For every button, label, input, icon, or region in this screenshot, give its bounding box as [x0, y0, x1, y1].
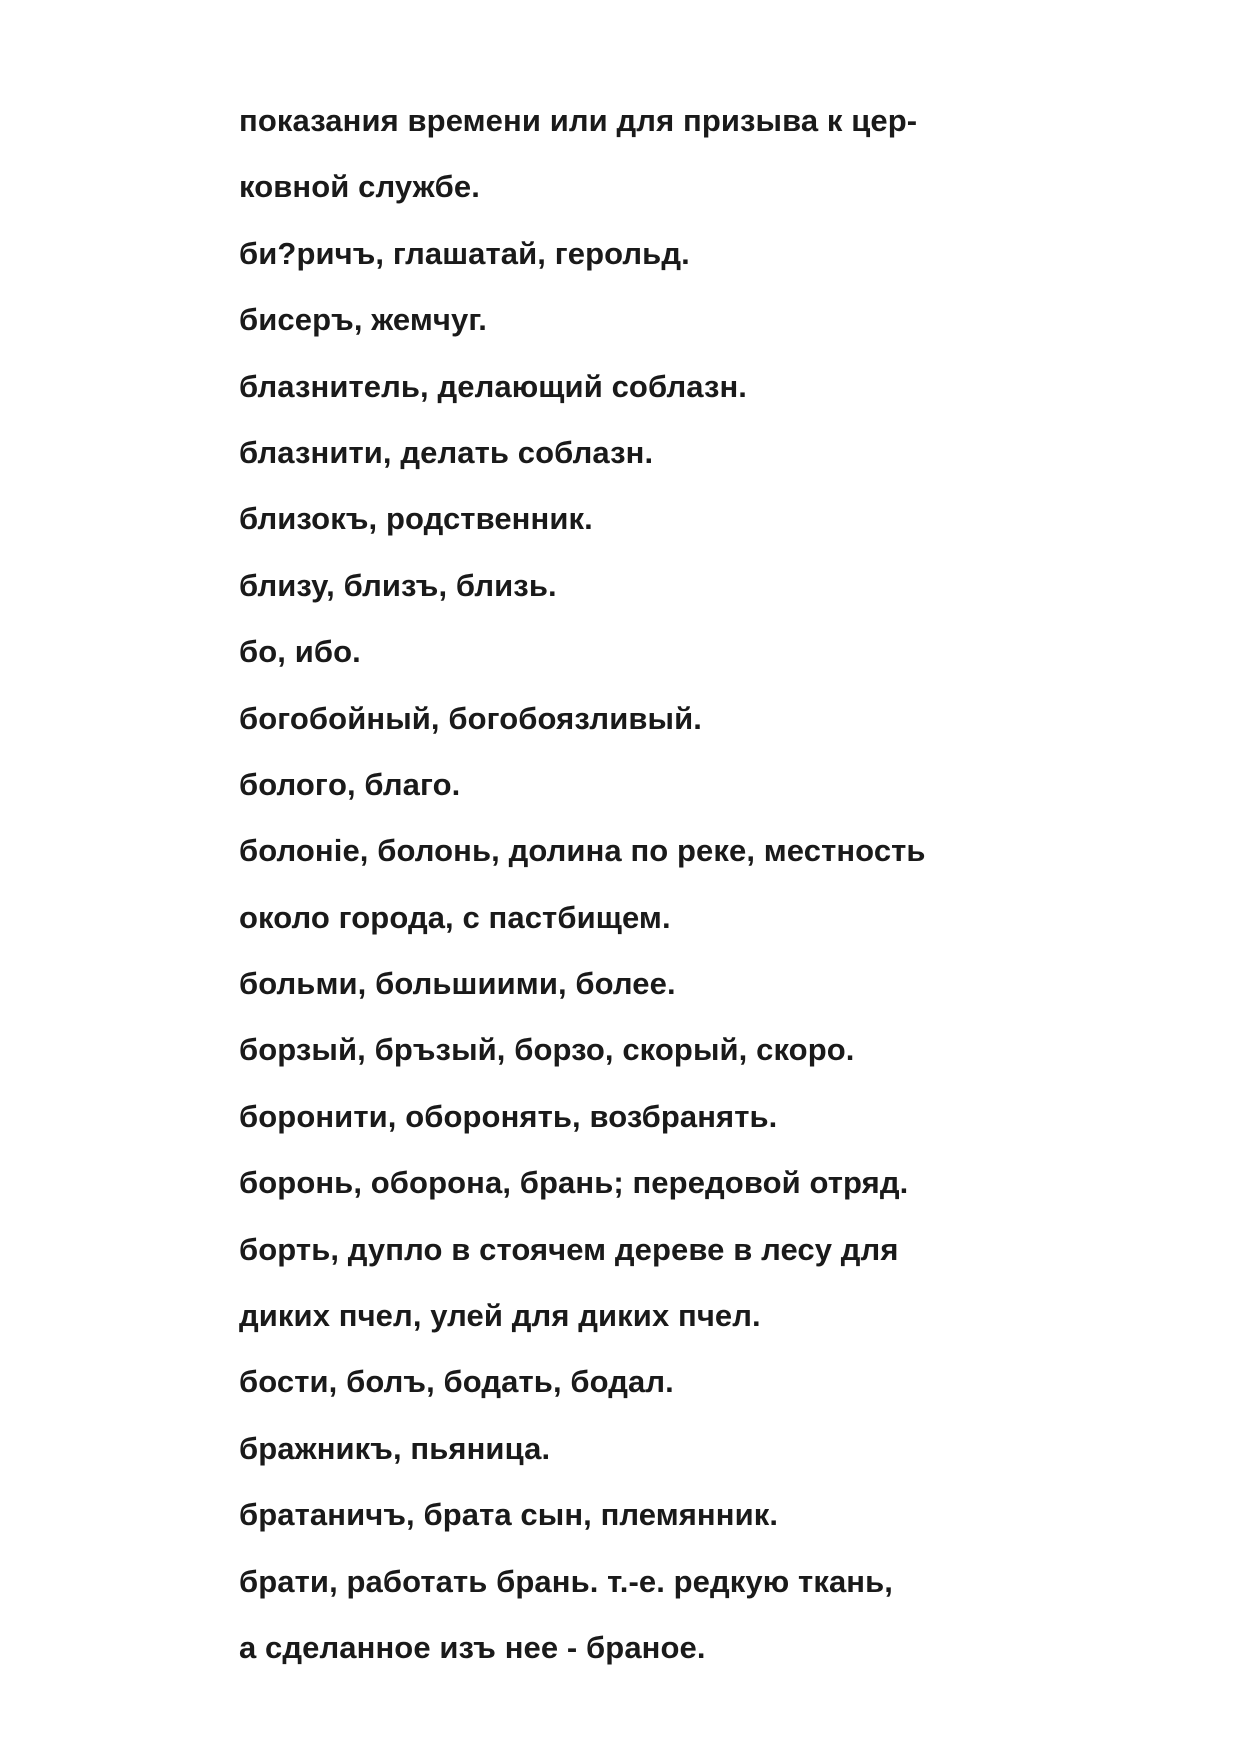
glossary-entry: би?ричъ, глашатай, герольд. [239, 235, 690, 271]
glossary-entry: близокъ, родственник. [239, 501, 593, 537]
glossary-entry: богобойный, богобоязливый. [239, 700, 702, 736]
glossary-entry: бисеръ, жемчуг. [239, 302, 487, 338]
text-line: ковной службе. [239, 169, 480, 205]
text-line: около города, с пастбищем. [239, 899, 671, 935]
glossary-entry: борть, дупло в стоячем дереве в лесу для [239, 1231, 899, 1267]
glossary-entry: борзый, бръзый, борзо, скорый, скоро. [239, 1032, 855, 1068]
glossary-entry: блазнити, делать соблазн. [239, 434, 654, 470]
glossary-entry: боронити, оборонять, возбранять. [239, 1098, 778, 1134]
glossary-entry: бологo, благо. [239, 766, 461, 802]
glossary-entry: братаничъ, брата сын, племянник. [239, 1497, 779, 1533]
glossary-entry: бо, ибо. [239, 634, 361, 670]
glossary-entry: бражникъ, пьяница. [239, 1430, 551, 1466]
glossary-text [239, 88, 1199, 1681]
text-line: показания времени или для призыва к цер- [239, 103, 918, 138]
glossary-entry: брати, работать брань. т.-е. редкую ткань, [239, 1563, 893, 1599]
glossary-entry: больми, большиими, более. [239, 966, 676, 1002]
glossary-entry: болоніе, болонь, долина по реке, местность [239, 833, 926, 869]
glossary-entry: близу, близъ, близь. [239, 567, 557, 603]
text-line: а сделанное изъ нее - браное. [239, 1629, 706, 1665]
glossary-entry: боронь, оборона, брань; передовой отряд. [239, 1165, 909, 1201]
glossary-entry: бости, болъ, бодать, бодал. [239, 1364, 674, 1400]
glossary-entry: блазнитель, делающий соблазн. [239, 368, 747, 404]
text-line: диких пчел, улей для диких пчел. [239, 1298, 761, 1334]
